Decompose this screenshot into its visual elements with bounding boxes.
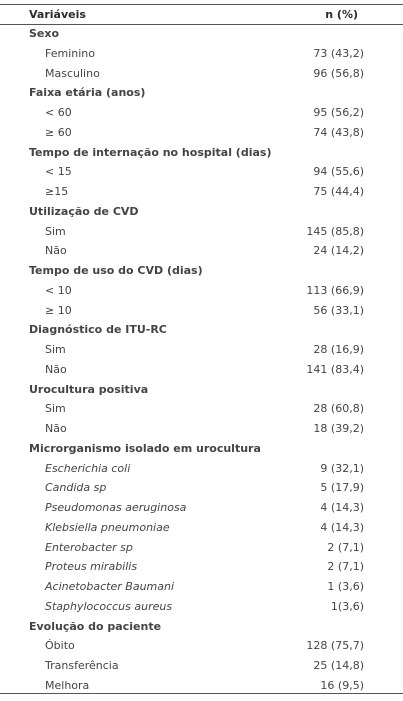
- category-row: [0, 83, 403, 103]
- row-value: 75 (44,4): [313, 185, 364, 198]
- table-row: [0, 64, 403, 84]
- table-row: [0, 44, 403, 64]
- table-row: [0, 419, 403, 439]
- table-row: [0, 636, 403, 656]
- row-label: < 10: [45, 283, 72, 297]
- table-row: [0, 459, 403, 479]
- row-value: 2 (7,1): [327, 560, 364, 574]
- row-value: 1(3,6): [330, 599, 364, 613]
- table-row: [0, 557, 403, 577]
- row-value: 94 (55,6): [313, 165, 364, 179]
- category-row: [0, 617, 403, 637]
- table-row: [0, 103, 403, 123]
- row-value: 128 (75,7): [306, 639, 364, 653]
- table-row: [0, 222, 403, 242]
- row-value: 5 (17,9): [320, 481, 364, 495]
- category-label: Microrganismo isolado em urocultura: [29, 441, 261, 455]
- category-label: Tempo de internação no hospital (dias): [29, 145, 272, 159]
- row-value: 28 (60,8): [313, 402, 364, 416]
- table-row: [0, 597, 403, 617]
- table-row: [0, 241, 403, 261]
- table-row: [0, 340, 403, 360]
- category-row: [0, 261, 403, 281]
- row-label: Pseudomonas aeruginosa: [45, 501, 187, 514]
- row-value: 4 (14,3): [320, 520, 364, 534]
- row-label: < 60: [45, 106, 72, 119]
- table-row: [0, 162, 403, 182]
- row-value: 73 (43,2): [313, 46, 364, 60]
- row-label: Melhora: [45, 678, 90, 692]
- category-label: Faixa etária (anos): [29, 86, 146, 100]
- row-label: ≥ 10: [45, 303, 72, 317]
- row-label: Não: [45, 422, 67, 435]
- row-label: Sim: [45, 343, 66, 356]
- row-value: 25 (14,8): [313, 659, 364, 672]
- row-label: Escherichia coli: [45, 461, 131, 475]
- category-row: [0, 439, 403, 459]
- category-label: Sexo: [29, 27, 60, 40]
- row-label: Não: [45, 244, 67, 258]
- row-label: Proteus mirabilis: [45, 560, 138, 574]
- table-row: [0, 182, 403, 202]
- category-label: Utilização de CVD: [29, 204, 139, 218]
- category-label: Tempo de uso do CVD (dias): [29, 264, 203, 277]
- row-value: 1 (3,6): [327, 580, 364, 593]
- table-header-row: [0, 5, 403, 25]
- row-label: Transferência: [45, 659, 119, 672]
- row-label: Não: [45, 362, 67, 376]
- row-value: 9 (32,1): [320, 461, 364, 475]
- table-row: [0, 123, 403, 143]
- row-label: Sim: [45, 224, 66, 238]
- category-row: [0, 143, 403, 163]
- row-label: ≥ 60: [45, 125, 72, 139]
- table-row: [0, 301, 403, 321]
- table-row: [0, 538, 403, 558]
- row-value: 95 (56,2): [313, 106, 364, 119]
- row-label: Óbito: [45, 639, 75, 653]
- row-label: Enterobacter sp: [45, 540, 133, 554]
- category-label: Diagnóstico de ITU-RC: [29, 323, 167, 337]
- row-label: Acinetobacter Baumani: [45, 580, 175, 593]
- row-label: Sim: [45, 402, 66, 416]
- category-label: Urocultura positiva: [29, 382, 149, 396]
- category-row: [0, 320, 403, 340]
- row-value: 141 (83,4): [306, 362, 364, 376]
- row-label: Klebsiella pneumoniae: [45, 520, 170, 534]
- row-value: 4 (14,3): [320, 501, 364, 514]
- table-row: [0, 656, 403, 676]
- category-row: [0, 202, 403, 222]
- row-label: Staphylococcus aureus: [45, 599, 173, 613]
- row-value: 145 (85,8): [306, 224, 364, 238]
- row-value: 74 (43,8): [313, 125, 364, 139]
- row-value: 24 (14,2): [313, 244, 364, 258]
- row-label: Masculino: [45, 66, 100, 80]
- row-value: 18 (39,2): [313, 422, 364, 435]
- row-label: ≥15: [45, 185, 69, 198]
- row-value: 16 (9,5): [320, 678, 364, 692]
- header-value-label: n (%): [325, 8, 358, 21]
- category-row: [0, 380, 403, 400]
- table-row: [0, 399, 403, 419]
- row-value: 113 (66,9): [306, 283, 364, 297]
- header-variable-label: Variáveis: [29, 8, 86, 21]
- row-label: Candida sp: [45, 481, 107, 495]
- table-row: [0, 577, 403, 597]
- row-value: 28 (16,9): [313, 343, 364, 356]
- row-value: 56 (33,1): [313, 303, 364, 317]
- category-label: Evolução do paciente: [29, 619, 162, 633]
- row-value: 2 (7,1): [327, 540, 364, 554]
- row-label: Feminino: [45, 46, 95, 60]
- table-row: [0, 498, 403, 518]
- table-row: [0, 518, 403, 538]
- category-row: [0, 24, 403, 44]
- table-row: [0, 281, 403, 301]
- table-row: [0, 478, 403, 498]
- table-bottom-rule: [0, 693, 403, 694]
- row-label: < 15: [45, 165, 72, 179]
- table-row: [0, 360, 403, 380]
- row-value: 96 (56,8): [313, 66, 364, 80]
